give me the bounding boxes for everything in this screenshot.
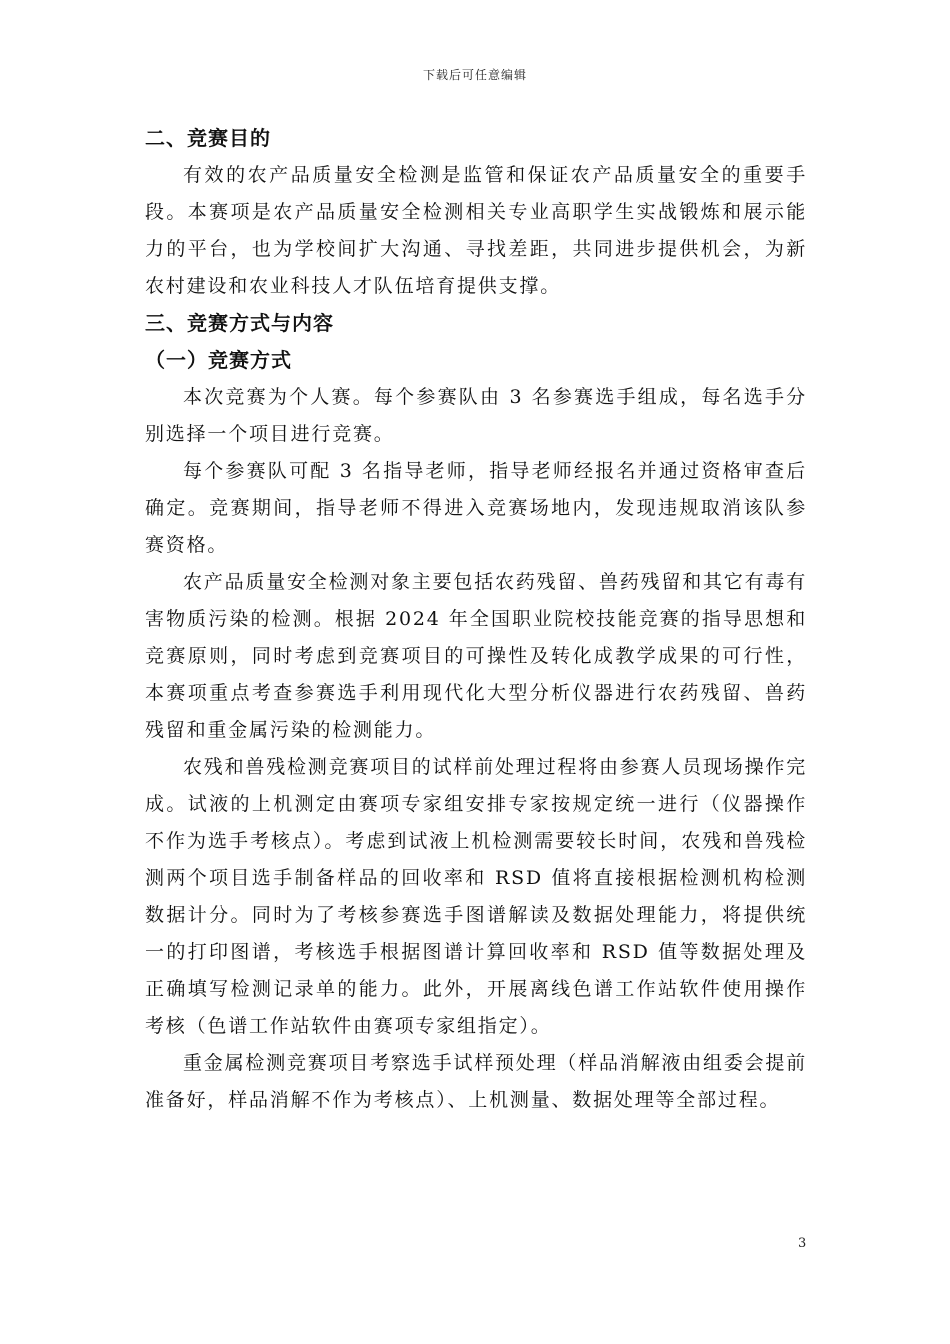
paragraph-purpose: 有效的农产品质量安全检测是监管和保证农产品质量安全的重要手段。本赛项是农产品质量安全检测相关专业高职学生实战锻炼和展示能力的平台，也为学校间扩大沟通、寻找差距，共同进步提供机会，为新农村建设和农业科技人才队伍培育提供支撑。 xyxy=(145,164,807,297)
page-number: 3 xyxy=(798,1236,807,1251)
section-heading-purpose: 二、竞赛目的 xyxy=(145,126,271,150)
paragraph-pesticide-vet-residue: 农残和兽残检测竞赛项目的试样前处理过程将由参赛人员现场操作完成。试液的上机测定由赛项专家组安排专家按规定统一进行（仪器操作不作为选手考核点）。考虑到试液上机检测需要较长时间，农残和兽残检测两个项目选手制备样品的回收率和 RSD 值将直接根据检测机构检测数据计分。同时为了考核参赛选手图谱解读及数据处理能力，将提供统一的打印图谱，考核选手根据图谱计算回收率和 RSD 值等数据处理及正确填写检测记录单的能力。此外，开展离线色谱工作站软件使用操作考核（色谱工作站软件由赛项专家组指定）。 xyxy=(145,756,808,1037)
header-note: 下载后可任意编辑 xyxy=(422,68,527,82)
subsection-heading-method: （一）竞赛方式 xyxy=(145,348,292,372)
paragraph-instructors: 每个参赛队可配 3 名指导老师，指导老师经报名并通过资格审查后确定。竞赛期间，指导老师不得进入竞赛场地内，发现违规取消该队参赛资格。 xyxy=(145,460,807,556)
paragraph-detection-objects: 农产品质量安全检测对象主要包括农药残留、兽药残留和其它有毒有害物质污染的检测。根据 2024 年全国职业院校技能竞赛的指导思想和竞赛原则，同时考虑到竞赛项目的可操性及转化成教学成果的可行性，本赛项重点考查参赛选手利用现代化大型分析仪器进行农药残留、兽药残留和重金属污染的检测能力。 xyxy=(145,571,808,741)
paragraph-heavy-metal: 重金属检测竞赛项目考察选手试样预处理（样品消解液由组委会提前准备好，样品消解不作为考核点）、上机测量、数据处理等全部过程。 xyxy=(145,1052,808,1111)
document-body xyxy=(145,120,807,1119)
section-heading-method-content: 三、竞赛方式与内容 xyxy=(145,311,334,335)
paragraph-individual-competition: 本次竞赛为个人赛。每个参赛队由 3 名参赛选手组成，每名选手分别选择一个项目进行竞赛。 xyxy=(145,386,807,445)
